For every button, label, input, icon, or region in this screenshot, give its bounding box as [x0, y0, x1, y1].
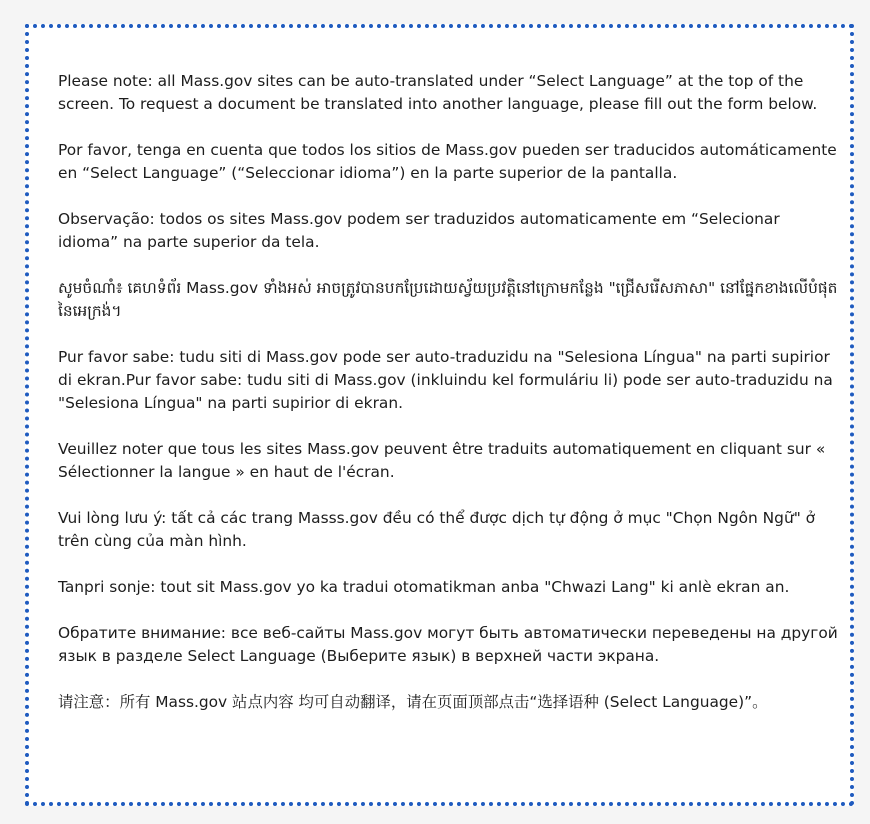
notice-english: Please note: all Mass.gov sites can be auto-translated under “Select Language” at the top of the screen. To request a document be translated into another language, please fill out the form below.	[58, 72, 818, 113]
notice-khmer: សូមចំណាំ៖ គេហទំព័រ Mass.gov ទាំងអស់ អាចត្រូវបានបកប្រែដោយស្វ័យប្រវត្តិនៅក្រោមកន្លែង "ជ្រើសរើសភាសា" នៅផ្នែកខាងលើបំផុតនៃអេក្រង់។	[58, 279, 838, 320]
notice-russian: Обратите внимание: все веб-сайты Mass.gov могут быть автоматически переведены на другой язык в разделе Select Language (Выберите язык) в верхней части экрана.	[58, 624, 838, 665]
notice-haitian-creole: Tanpri sonje: tout sit Mass.gov yo ka tradui otomatikman anba "Chwazi Lang" ki anlè ekran an.	[58, 578, 790, 596]
notice-spanish: Por favor, tenga en cuenta que todos los sitios de Mass.gov pueden ser traducidos automáticamente en “Select Language” (“Seleccionar idioma”) en la parte superior de la pantalla.	[58, 141, 837, 182]
notice-portuguese: Observação: todos os sites Mass.gov podem ser traduzidos automaticamente em “Selecionar idioma” na parte superior da tela.	[58, 210, 780, 251]
notice-vietnamese: Vui lòng lưu ý: tất cả các trang Masss.gov đều có thể được dịch tự động ở mục "Chọn Ngôn Ngữ" ở trên cùng của màn hình.	[58, 509, 816, 550]
notice-content	[58, 70, 838, 714]
notice-chinese: 请注意：所有 Mass.gov 站点内容 均可自动翻译，请在页面顶部点击“选择语种 (Select Language)”。	[58, 693, 768, 711]
notice-french: Veuillez noter que tous les sites Mass.gov peuvent être traduits automatiquement en cliquant sur « Sélectionner la langue » en haut de l'écran.	[58, 440, 826, 481]
notice-cape-verdean-creole: Pur favor sabe: tudu siti di Mass.gov pode ser auto-traduzidu na "Selesiona Língua" na parti supirior di ekran.Pur favor sabe: tudu siti di Mass.gov (inkluindu kel formuláriu li) pode ser auto-traduzidu na "Selesiona Língua" na parti supirior di ekran.	[58, 348, 833, 412]
translation-notice-box	[25, 24, 854, 806]
